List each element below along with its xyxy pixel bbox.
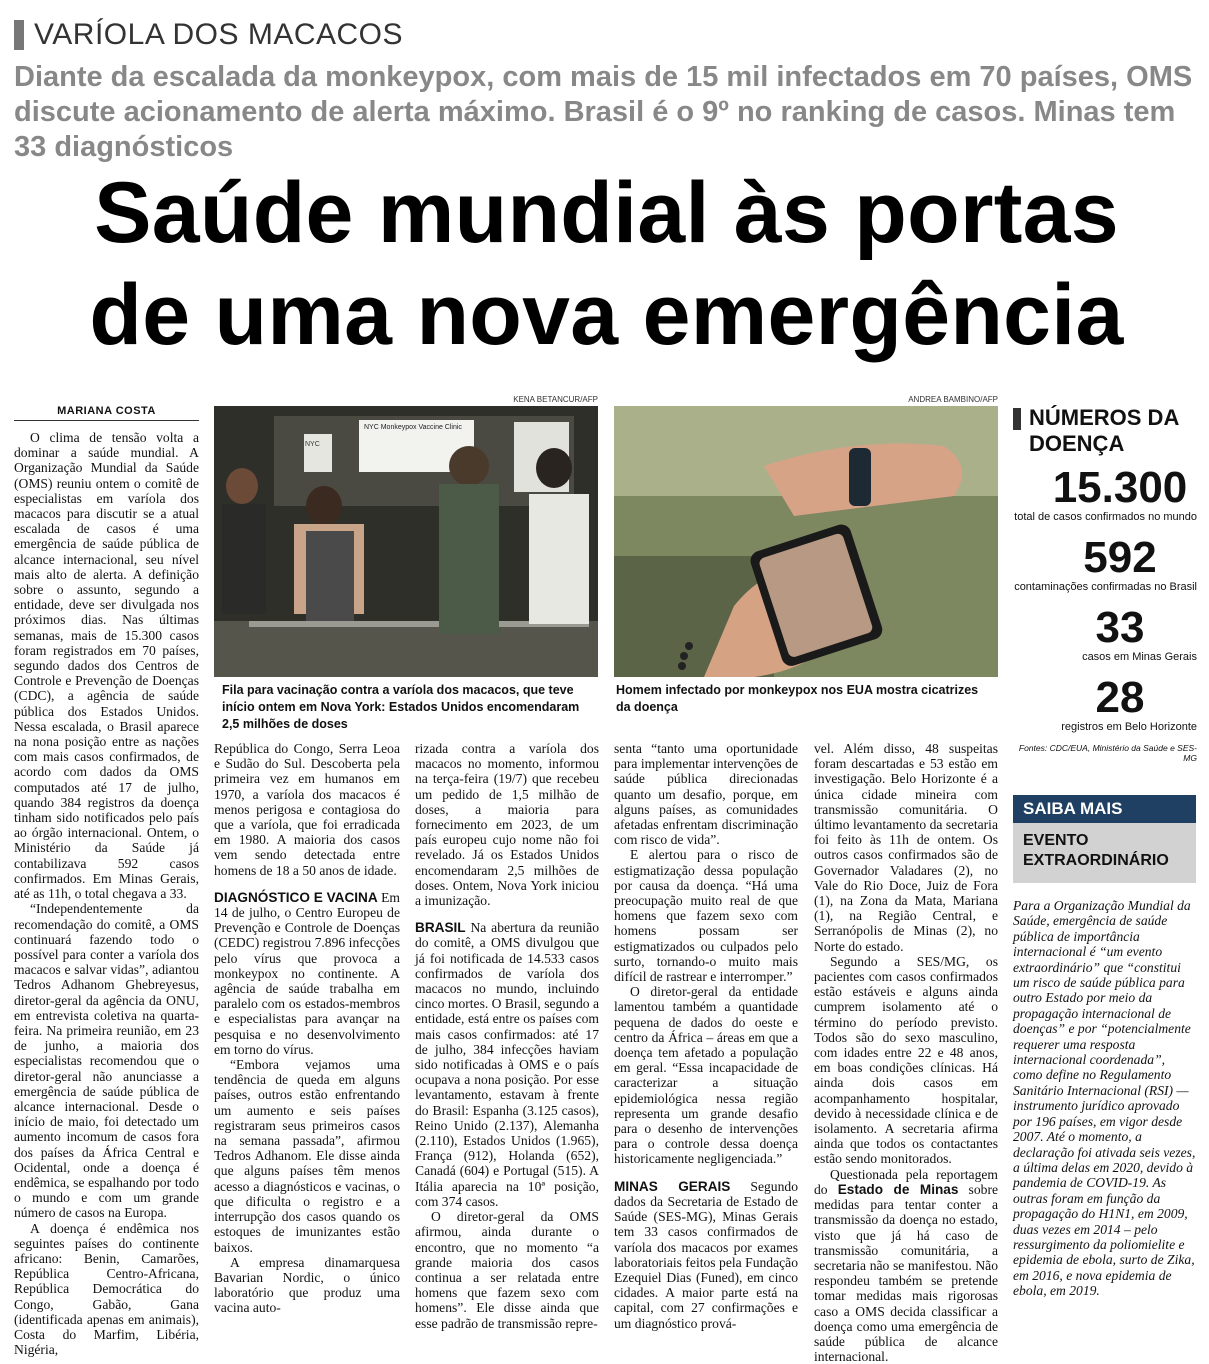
article-column-2 [214, 741, 400, 1316]
stat-value: 33 [1095, 603, 1145, 652]
saiba-title-line-1: EVENTO [1023, 832, 1089, 849]
paragraph: rizada contra a varíola dos macacos no momento, informou na terça-feira (19/7) que recebeu um pedido de 1,5 milhão de doses, a maioria para fornecimento em 2023, de um país europeu cujo nome não foi revelado. Já os Estados Unidos encomendaram 2,5 milhões de doses. Ontem, Nova York iniciou a imunização. [415, 741, 599, 909]
numbers-source: Fontes: CDC/EUA, Ministério da Saúde e SES-MG [1018, 743, 1197, 763]
newspaper-name: Estado de Minas [837, 1181, 959, 1197]
paragraph: O diretor-geral da entidade lamentou também a quantidade pequena de dados do oeste e centro da África – áreas em que a doença tem afetado a população em geral. “Essa incapacidade de caracterizar a situação epidemiológica nessa região representa um grande desafio para o desenho de intervenções para o controle dessa doença historicamente negligenciada.” [614, 984, 798, 1167]
numbers-title-text [1029, 405, 1179, 457]
stat-item [1013, 465, 1197, 523]
subhead: BRASIL [415, 920, 466, 936]
section-kicker [14, 18, 403, 52]
article-column-4 [614, 741, 798, 1331]
kicker-bar [14, 20, 24, 50]
numbers-box [1013, 405, 1197, 763]
stat-value: 592 [1083, 533, 1157, 582]
stat-label: contaminações confirmadas no Brasil [1014, 581, 1197, 593]
paragraph-text: Na abertura da reunião do comitê, a OMS divulgou que já foi notificada de 14.533 casos confirmados de varíola dos macacos no mundo, incluindo cinco mortes. O Brasil, segundo a entidade, está entre os países com mais casos confirmados: até 17 de julho, 384 infecções haviam sido notificadas à OMS e o país ocupava a nona posição. Por esse levantamento, estavam à frente do Brasil: Espanha (3.125 casos), Reino Unido (2.137), Alemanha (2.110), Estados Unidos (1.965), França (912), Holanda (652), Canadá (604) e Portugal (515). A Itália aparecia na 10ª posição, com 374 casos. [415, 920, 599, 1209]
stat-label: casos em Minas Gerais [1082, 651, 1197, 663]
stat-item [1013, 605, 1197, 663]
article-column-3 [415, 741, 599, 1331]
paragraph-text: sobre medidas para tentar conter a transmissão da doença no estado, visto que já há caso de transmissão comunitária, a secretaria não se manifestou. Não respondeu também se pretende tomar medidas mais rigorosas caso a OMS decida classificar a doença como uma emergência de saúde pública de alcance internacional. [814, 1181, 999, 1364]
photo-credit: ANDREA BAMBINO/AFP [908, 395, 998, 404]
paragraph: A doença é endêmica nos seguintes países do continente africano: Benin, Camarões, República Centro-Africana, República Democrática do Congo, Gabão, Gana (identificada apenas em animais), Costa do Marfim, Libéria, Nigéria, [14, 1220, 199, 1358]
photo-patient-arm-image [614, 406, 998, 677]
stat-label: total de casos confirmados no mundo [1014, 511, 1197, 523]
article-column-1 [14, 430, 199, 1357]
kicker-text: VARÍOLA DOS MACACOS [34, 18, 404, 51]
deck: Diante da escalada da monkeypox, com mais de 15 mil infectados em 70 países, OMS discute acionamento de alerta máximo. Brasil é o 9º no ranking de casos. Minas tem 33 diagnósticos [14, 61, 1193, 163]
subhead: DIAGNÓSTICO E VACINA [214, 889, 378, 905]
paragraph: O diretor-geral da OMS afirmou, ainda durante o encontro, que no momento “a grande maioria dos casos continua a ser relatada entre homens que fazem sexo com homens”. Ele disse ainda que esse padrão de transmissão repre- [415, 1209, 599, 1331]
saiba-mais-header: SAIBA MAIS [1013, 795, 1196, 823]
paragraph-text: Segundo dados da Secretaria de Estado de Saúde (SES-MG), Minas Gerais tem 33 casos confirmados de varíola dos macacos por exames laboratoriais feitos pela Fundação Ezequiel Dias (Funed), em cinco cidades. A maior parte está na capital, com 27 confirmações e um diagnóstico prová- [614, 1178, 798, 1331]
paragraph [214, 890, 400, 1057]
paragraph [415, 920, 599, 1209]
photo-patient-arm [614, 406, 998, 677]
saiba-title-line-2: EXTRAORDINÁRIO [1023, 852, 1169, 869]
photo-caption-2: Homem infectado por monkeypox nos EUA mostra cicatrizes da doença [616, 683, 979, 714]
title-bar [1013, 408, 1021, 430]
paragraph: vel. Além disso, 48 suspeitas foram descartadas e 53 estão em investigação. Belo Horizonte é a única cidade mineira com transmissão comunitária. O último levantamento da secretaria foi feito às 11h de ontem. Os outros casos confirmados são de Governador Valadares (2), no Vale do Rio Doce, Juiz de Fora (1), na Zona da Mata, Mariana (1), na Região Central, e Serranópolis de Minas (2), no Norte do estado. [814, 741, 998, 954]
byline: MARIANA COSTA [14, 405, 199, 421]
headline-line-1: Saúde mundial às portas [94, 165, 1119, 261]
stat-value: 15.300 [1052, 463, 1188, 512]
saiba-mais-title [1013, 823, 1196, 883]
numbers-title-line-2: DOENÇA [1029, 431, 1125, 456]
paragraph [814, 1167, 998, 1364]
stat-item [1013, 675, 1197, 733]
numbers-title [1013, 405, 1197, 457]
headline-line-2: de uma nova emergência [89, 267, 1124, 363]
paragraph: O clima de tensão volta a dominar a saúde mundial. A Organização Mundial da Saúde (OMS) reuniu ontem o comitê de especialistas em varíola dos macacos para discutir se a atual escalada de casos é uma emergência de saúde pública de alcance internacional, seu nível mais alto de alerta. A definição sobre o assunto, segundo a entidade, deve ser divulgada nos próximos dias. Nas últimas semanas, mais de 15.300 casos foram registrados em 70 países, segundo dados dos Centros de Controle e Prevenção de Doenças (CDC), a agência de saúde pública dos Estados Unidos. Nessa escalada, o Brasil aparece na nona posição entre as nações com mais casos confirmados, de acordo com dados da OMS computados até 17 de julho, quando 384 registros da doença tinham sido notificados pelo país ao órgão internacional. Ontem, o Ministério da Saúde já contabilizava 592 casos confirmados. Em Minas Gerais, até as 11h, o total chegava a 33. [14, 430, 199, 902]
paragraph: E alertou para o risco de estigmatização dessa população por causa da doença. “Há uma preocupação muito real de que homens que fazem sexo com homens possam ser estigmatizados ou culpados pelo surto, tornando-o muito mais difícil de rastrear e interromper.” [614, 847, 798, 985]
photo-vaccine-line [214, 406, 598, 677]
headline [14, 162, 1199, 366]
sign-nyc: NYC [305, 441, 320, 448]
stat-value: 28 [1095, 673, 1145, 722]
photo-credit: KENA BETANCUR/AFP [513, 395, 598, 404]
stat-label: registros em Belo Horizonte [1061, 721, 1197, 733]
photo-vaccine-line-image [214, 406, 598, 677]
article-column-5 [814, 741, 998, 1364]
photo-caption-1: Fila para vacinação contra a varíola dos macacos, que teve início ontem em Nova York: Estados Unidos encomendaram 2,5 milhões de doses [222, 683, 580, 731]
stat-item [1013, 535, 1197, 593]
paragraph-text: Em 14 de julho, o Centro Europeu de Prevenção e Controle de Doenças (CEDC) registrou 7.896 infecções pelo vírus que provoca a monkeypox no continente. A agência de saúde trabalha em paralelo com os estados-membros e especialistas para avançar na pesquisa e no desenvolvimento em torno do vírus. [214, 889, 401, 1057]
paragraph: senta “tanto uma oportunidade para implementar intervenções de saúde pública direcionadas quanto um desafio, porque, em alguns países, as comunidades afetadas enfrentam discriminação com risco de vida”. [614, 741, 798, 848]
paragraph: Segundo a SES/MG, os pacientes com casos confirmados estão estáveis e alguns ainda cumprem isolamento até o término do período previsto. Todos são do sexo masculino, com idades entre 22 e 48 anos, em boas condições clínicas. Há ainda dois casos em acompanhamento hospitalar, devido à necessidade clínica e de isolamento. A secretaria afirma ainda que todos os contactantes estão sendo monitorados. [814, 953, 998, 1167]
paragraph: “Independentemente da recomendação do comitê, a OMS continuará fazendo todo o possível para conter a varíola dos macacos e salvar vidas”, adiantou Tedros Adhanom Ghebreyesus, diretor-geral da agência da ONU, em entrevista coletiva na quarta-feira. Na primeira reunião, em 23 de junho, a maioria dos especialistas recomendou que o diretor-geral não anunciasse a emergência de saúde pública de alcance internacional. Desde o início de maio, foi detectado um aumento incomum de casos fora dos países da África Central e Ocidental, onde a doença é endêmica, se espalhando por todo o mundo e com um grande número de casos na Europa. [14, 901, 199, 1221]
saiba-mais-text: Para a Organização Mundial da Saúde, emergência de saúde pública de importância internacional é “um evento extraordinário” que “constitui um risco de saúde pública para outro Estado por meio da propagação internacional de doenças” e por “potencialmente requerer uma resposta internacional coordenada”, como define no Regulamento Sanitário Internacional (RSI) — instrumento jurídico aprovado por 196 países, em vigor desde 2007. Até o momento, a declaração foi ativada seis vezes, a última delas em 2020, devido à pandemia de COVID-19. As outras foram em função da propagação do H1N1, em 2009, duas vezes em 2014 – pelo ressurgimento da poliomielite e epidemia de ebola, surto de Zika, em 2016, e nova epidemia de ebola, em 2019. [1013, 898, 1196, 1299]
paragraph: República do Congo, Serra Leoa e Sudão do Sul. Descoberta pela primeira vez em humanos em 1970, a varíola dos macacos é menos perigosa e contagiosa do que a varíola, que foi erradicada em 1980. A maioria dos casos vem sendo detectada entre homens de 18 a 50 anos de idade. [214, 741, 400, 878]
sign-clinic: NYC Monkeypox Vaccine Clinic [364, 424, 462, 431]
paragraph-text: Questionada pela reportagem do [814, 1166, 998, 1197]
numbers-title-line-1: NÚMEROS DA [1029, 405, 1180, 430]
subhead: MINAS GERAIS [614, 1178, 731, 1194]
paragraph: A empresa dinamarquesa Bavarian Nordic, o único laboratório que produz uma vacina auto- [214, 1254, 400, 1316]
paragraph [614, 1179, 798, 1331]
paragraph: “Embora vejamos uma tendência de queda em alguns países, outros estão enfrentando um aumento e seis países registraram seus primeiros casos na semana passada”, afirmou Tedros Adhanom. Ele disse ainda que alguns países têm menos acesso a diagnósticos e vacinas, o que dificulta o registro e a interrupção dos casos quando os estoques de imunizantes estão baixos. [214, 1057, 400, 1255]
